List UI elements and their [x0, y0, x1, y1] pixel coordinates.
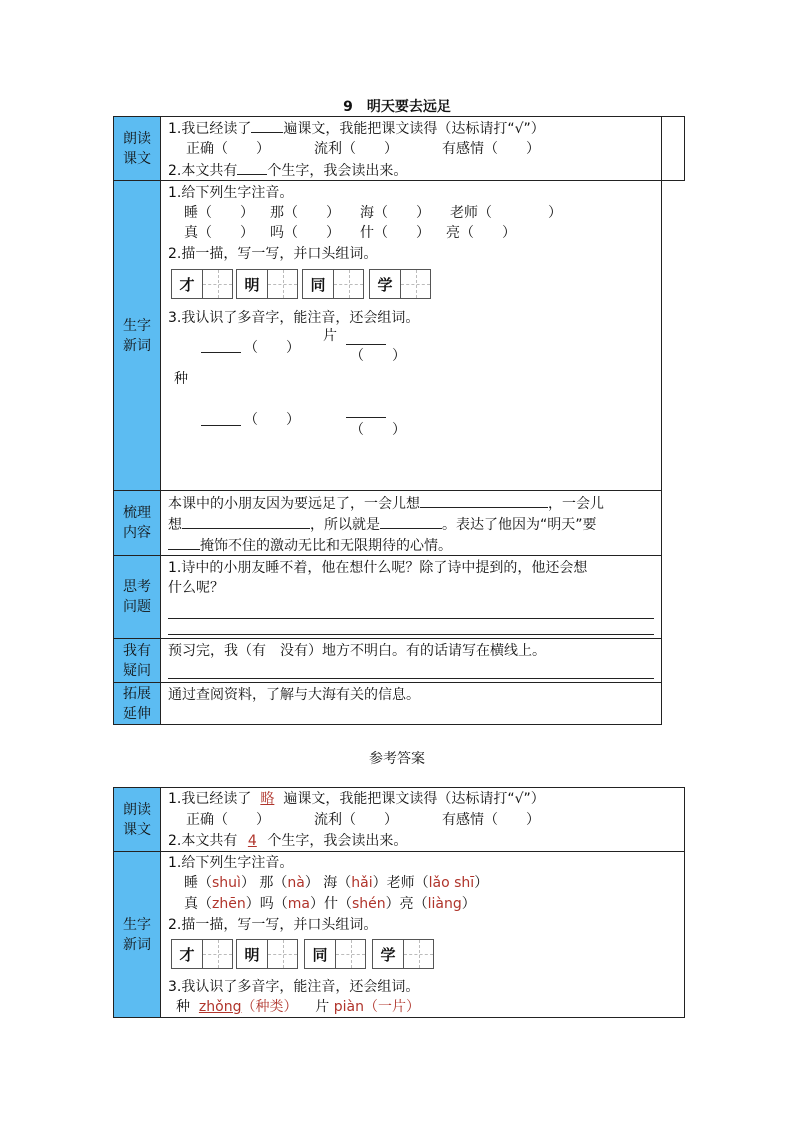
summary-blank[interactable]: [182, 514, 310, 529]
answer-newwords-q3: 3.我认识了多音字，能注音，还会组词。: [168, 979, 420, 995]
answer-newwords-q1: 1.给下列生字注音。: [168, 855, 294, 871]
writing-grid[interactable]: 学: [369, 269, 431, 299]
summary-line2: 想 ，所以就是 。表达了他因为“明天”要: [168, 514, 597, 535]
pinyin-item[interactable]: 海（ ）: [360, 205, 430, 221]
reading-opt-correct[interactable]: 正确（ ）: [186, 141, 270, 157]
header-doubt: 我有疑问: [114, 639, 161, 682]
newwords-q1: 1.给下列生字注音。: [168, 185, 294, 201]
writing-grid[interactable]: 才: [171, 269, 233, 299]
pinyin-item[interactable]: 睡（ ）: [184, 205, 254, 221]
summary-blank[interactable]: [420, 493, 548, 508]
pinyin-item[interactable]: 吗（ ）: [270, 225, 340, 241]
pinyin-item[interactable]: 那（ ）: [270, 205, 340, 221]
writing-grid[interactable]: 明: [236, 269, 298, 299]
char-count-blank[interactable]: [237, 160, 267, 175]
think-line2: 什么呢？: [168, 580, 224, 596]
newwords-q2: 2.描一描，写一写，并口头组词。: [168, 246, 378, 262]
think-line1: 1.诗中的小朋友睡不着，他在想什么呢？除了诗中提到的，他还会想: [168, 560, 588, 576]
answers-title: 参考答案: [369, 751, 425, 767]
writing-grid: 学: [372, 939, 434, 969]
poly-char-pian: 片: [323, 328, 337, 344]
reading-line3: 2.本文共有 个生字，我会读出来。: [168, 160, 407, 181]
header-think: 思考问题: [114, 556, 161, 638]
page-title: 9 明天要去远足: [343, 99, 451, 115]
answer-reading-line3: 2.本文共有 4 个生字，我会读出来。: [168, 833, 408, 849]
answer-char-count: 4: [247, 833, 257, 849]
row-divider: [113, 851, 685, 852]
times-read-blank[interactable]: [251, 118, 283, 133]
header-reading: 朗读课文: [114, 117, 161, 180]
header-extend: 拓展延伸: [114, 683, 161, 724]
summary-line1: 本课中的小朋友因为要远足了，一会儿想 ，一会儿: [168, 493, 604, 514]
newwords-q3: 3.我认识了多音字，能注音，还会组词。: [168, 310, 420, 326]
reading-opt-correct: 正确（ ）: [186, 812, 270, 828]
paren-blank[interactable]: （ ）: [350, 422, 406, 438]
answer-line[interactable]: [346, 417, 386, 418]
reading-opt-fluent: 流利（ ）: [314, 812, 398, 828]
doubt-text: 预习完，我（有 没有）地方不明白。有的话请写在横线上。: [168, 643, 546, 659]
pinyin-item[interactable]: 亮（ ）: [446, 225, 516, 241]
reading-opt-emotion: 有感情（ ）: [442, 812, 540, 828]
header-newwords: 生字新词: [114, 181, 161, 490]
answer-times-read: 略: [260, 791, 275, 807]
poly-char-zhong: 种: [174, 371, 188, 387]
summary-blank[interactable]: [168, 535, 200, 550]
reading-opt-fluent[interactable]: 流利（ ）: [314, 141, 398, 157]
paren-blank[interactable]: （ ）: [244, 340, 300, 356]
answer-pinyin-row1: 睡（shuì） 那（nà） 海（hǎi）老师（lǎo shī）: [184, 875, 489, 891]
answer-line[interactable]: [201, 352, 241, 353]
summary-line3: 掩饰不住的激动无比和无限期待的心情。: [168, 535, 452, 556]
writing-grid: 才: [171, 939, 233, 969]
header-reading: 朗读课文: [114, 788, 161, 851]
extend-text: 通过查阅资料，了解与大海有关的信息。: [168, 687, 420, 703]
answer-polyphonic: 种 zhǒng（种类） 片 piàn（一片）: [176, 999, 420, 1015]
row-divider: [113, 490, 662, 491]
row-divider: [113, 638, 662, 639]
writing-line[interactable]: [168, 678, 654, 679]
writing-grid: 明: [236, 939, 298, 969]
answer-reading-line1: 1.我已经读了 略 遍课文，我能把课文读得（达标请打“√”）: [168, 791, 545, 807]
header-newwords: 生字新词: [114, 852, 161, 1017]
pinyin-item[interactable]: 真（ ）: [184, 225, 254, 241]
answer-newwords-q2: 2.描一描，写一写，并口头组词。: [168, 917, 378, 933]
paren-blank[interactable]: （ ）: [244, 412, 300, 428]
answer-line[interactable]: [346, 344, 386, 345]
header-summary: 梳理内容: [114, 491, 161, 555]
writing-line[interactable]: [168, 618, 654, 619]
reading-opt-emotion[interactable]: 有感情（ ）: [442, 141, 540, 157]
pinyin-item[interactable]: 什（ ）: [360, 225, 430, 241]
answer-line[interactable]: [201, 425, 241, 426]
paren-blank[interactable]: （ ）: [350, 348, 406, 364]
answer-pinyin-row2: 真（zhēn）吗（ma）什（shén）亮（liàng）: [184, 896, 476, 912]
summary-blank[interactable]: [380, 514, 442, 529]
extra-cell: [661, 116, 685, 181]
row-divider: [113, 682, 662, 683]
writing-grid: 同: [304, 939, 366, 969]
writing-grid[interactable]: 同: [302, 269, 364, 299]
reading-line1: 1.我已经读了 遍课文，我能把课文读得（达标请打“√”）: [168, 118, 545, 139]
writing-line[interactable]: [168, 634, 654, 635]
pinyin-item[interactable]: 老师（ ）: [450, 205, 562, 221]
